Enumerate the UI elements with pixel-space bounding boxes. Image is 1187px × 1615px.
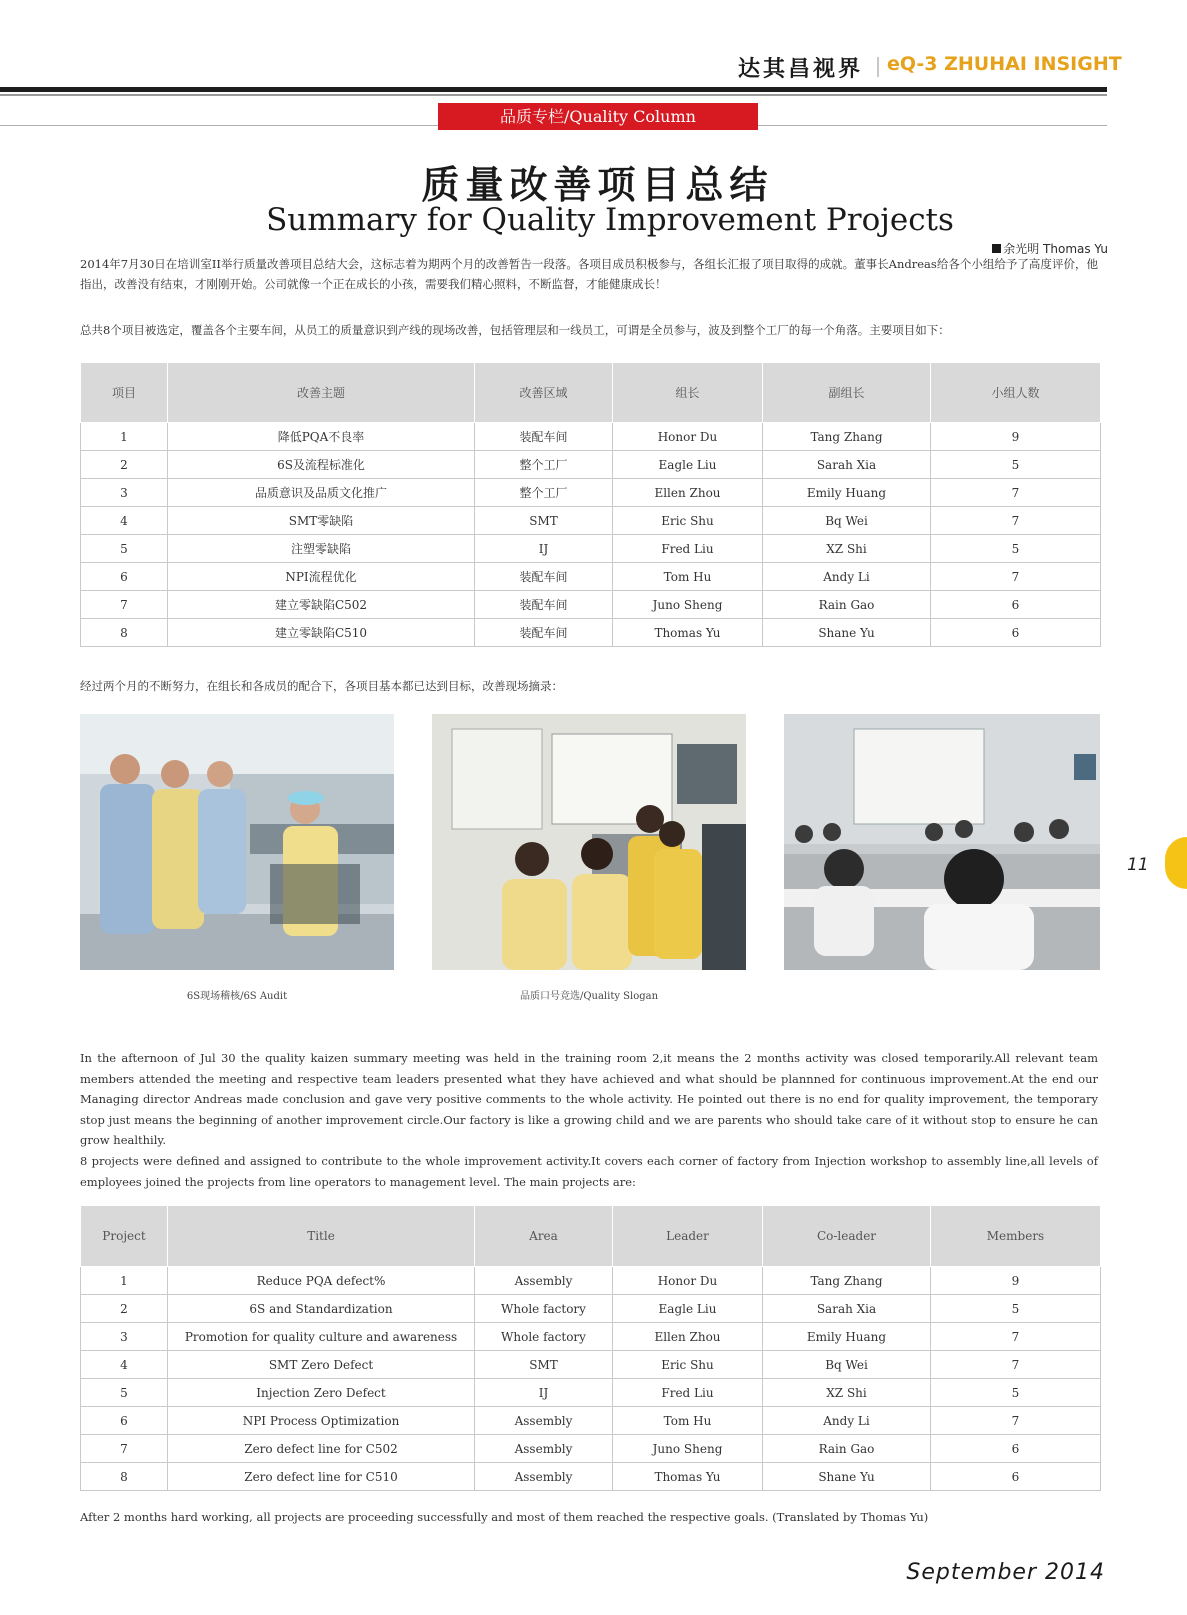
column-header: Members [931,1206,1101,1267]
column-header: Area [475,1206,613,1267]
column-header: 副组长 [763,363,931,423]
table-cell: Bq Wei [763,507,931,535]
table-row [81,619,1101,647]
table-cell: 6 [931,1435,1101,1463]
intro-paragraph-english: In the afternoon of Jul 30 the quality kaizen summary meeting was held in the training room 2,it means the 2 months activity was closed temporarily.All relevant team members attended the meeting and respective team leaders presented what they have achieved and what should be plannned for continuous improvement.At the end our Managing director Andreas made conclusion and gave very positive comments to the whole activity. He pointed out there is no end for quality improvement, the temporary stop just means the beginning of another improvement circle.Our factory is like a growing child and we are parents who should take care of it without stop to ensure he can grow healthily. [80,1051,1098,1147]
table-cell: Thomas Yu [613,619,763,647]
table-cell: NPI Process Optimization [168,1407,475,1435]
table-cell: 9 [931,423,1101,451]
table-row [81,1435,1101,1463]
table-cell: 5 [931,1295,1101,1323]
table-cell: SMT [475,1351,613,1379]
results-paragraph-english: After 2 months hard working, all projects are proceeding successfully and most of them reached the respective goals. (Translated by Thomas Yu) [80,1510,929,1524]
header-rule-thin [0,94,1107,96]
table-row [81,1407,1101,1435]
table-header-row [81,363,1101,423]
table-cell: Emily Huang [763,479,931,507]
table-cell: Tang Zhang [763,1267,931,1295]
table-cell: Fred Liu [613,1379,763,1407]
table-cell: 3 [81,1323,168,1351]
magazine-brand-english: eQ-3 ZHUHAI INSIGHT [887,53,1122,75]
table-cell: IJ [475,535,613,563]
photo-caption-quality-slogan: 品质口号竞选/Quality Slogan [519,991,659,1002]
table-cell: 整个工厂 [475,451,613,479]
table-cell: Juno Sheng [613,591,763,619]
table-cell: XZ Shi [763,1379,931,1407]
table-cell: Assembly [475,1463,613,1491]
page-tab-marker [1165,837,1187,889]
column-tag: 品质专栏/Quality Column [438,103,758,130]
table-cell: NPI流程优化 [168,563,475,591]
table-cell: 装配车间 [475,563,613,591]
table-cell: 1 [81,423,168,451]
table-cell: Andy Li [763,563,931,591]
table-row [81,1351,1101,1379]
page-number: 11 [1127,855,1149,875]
header-separator [877,57,879,77]
table-cell: Rain Gao [763,591,931,619]
table-cell: 8 [81,619,168,647]
issue-date: September 2014 [906,1560,1105,1585]
table-cell: 4 [81,1351,168,1379]
table-cell: Shane Yu [763,619,931,647]
table-cell: Ellen Zhou [613,1323,763,1351]
article-title-english: Summary for Quality Improvement Projects [266,202,954,238]
table-cell: 6 [931,619,1101,647]
table-cell: 7 [931,479,1101,507]
table-cell: 6 [81,1407,168,1435]
table-cell: 3 [81,479,168,507]
table-cell: 建立零缺陷C510 [168,619,475,647]
table-row [81,1463,1101,1491]
table-cell: Promotion for quality culture and awareness [168,1323,475,1351]
table-cell: Juno Sheng [613,1435,763,1463]
table-cell: IJ [475,1379,613,1407]
bullet-square-icon [992,244,1001,253]
table-row [81,1267,1101,1295]
article-title-chinese: 质量改善项目总结 [421,162,774,207]
table-cell: Whole factory [475,1323,613,1351]
table-cell: Ellen Zhou [613,479,763,507]
table-row [81,1323,1101,1351]
column-header: Title [168,1206,475,1267]
table-cell: 7 [931,1407,1101,1435]
table-cell: 装配车间 [475,619,613,647]
intro-paragraph-chinese: 2014年7月30日在培训室II举行质量改善项目总结大会，这标志着为期两个月的改善暂告一段落。各项目成员积极参与，各组长汇报了项目取得的成就。董事长Andreas给各个小组给予了高度评价，他指出，改善没有结束，才刚刚开始。公司就像一个正在成长的小孩，需要我们精心照料，不断监督，才能健康成长！ [80,257,1098,291]
table-cell: 1 [81,1267,168,1295]
table-cell: Zero defect line for C502 [168,1435,475,1463]
table-cell: 2 [81,1295,168,1323]
table-cell: 4 [81,507,168,535]
photo-quality-slogan [432,714,746,970]
table-cell: 6 [81,563,168,591]
table-cell: 6S and Standardization [168,1295,475,1323]
table-cell: Honor Du [613,423,763,451]
table-cell: Tang Zhang [763,423,931,451]
table-cell: SMT Zero Defect [168,1351,475,1379]
column-header: Project [81,1206,168,1267]
table-cell: 整个工厂 [475,479,613,507]
table-cell: Sarah Xia [763,1295,931,1323]
table-cell: 5 [81,1379,168,1407]
table-cell: Tom Hu [613,563,763,591]
table-cell: 7 [81,1435,168,1463]
table-cell: 注塑零缺陷 [168,535,475,563]
table-cell: 6 [931,1463,1101,1491]
table-cell: Thomas Yu [613,1463,763,1491]
table-cell: Andy Li [763,1407,931,1435]
table-cell: 7 [931,563,1101,591]
column-header: 组长 [613,363,763,423]
table-cell: 9 [931,1267,1101,1295]
table-cell: Eric Shu [613,507,763,535]
table-cell: Shane Yu [763,1463,931,1491]
results-paragraph-chinese: 经过两个月的不断努力，在组长和各成员的配合下，各项目基本都已达到目标，改善现场摘录： [80,679,563,693]
table-cell: 5 [81,535,168,563]
table-cell: Assembly [475,1435,613,1463]
table-cell: Eagle Liu [613,451,763,479]
table-row [81,563,1101,591]
table-cell: Bq Wei [763,1351,931,1379]
table-cell: 6 [931,591,1101,619]
projects-table-chinese [80,362,1101,647]
table-cell: Injection Zero Defect [168,1379,475,1407]
table-cell: Eagle Liu [613,1295,763,1323]
table-cell: 5 [931,1379,1101,1407]
photo-caption-6s-audit: 6S现场稽核/6S Audit [186,991,288,1002]
table-cell: Assembly [475,1267,613,1295]
table-row [81,451,1101,479]
table-cell: SMT零缺陷 [168,507,475,535]
table-cell: 2 [81,451,168,479]
table-cell: Emily Huang [763,1323,931,1351]
table-cell: SMT [475,507,613,535]
table-row [81,423,1101,451]
table-cell: XZ Shi [763,535,931,563]
table-cell: 7 [931,1323,1101,1351]
table-cell: 8 [81,1463,168,1491]
table-cell: Zero defect line for C510 [168,1463,475,1491]
table-cell: 5 [931,451,1101,479]
photo-training-room-meeting [784,714,1100,970]
author-name: 余光明 Thomas Yu [1003,242,1108,256]
magazine-brand-chinese: 达其昌视界 [738,56,864,82]
column-header: Leader [613,1206,763,1267]
table-cell: Rain Gao [763,1435,931,1463]
table-cell: Whole factory [475,1295,613,1323]
table-row [81,591,1101,619]
table-row [81,535,1101,563]
table-cell: 建立零缺陷C502 [168,591,475,619]
table-cell: 7 [81,591,168,619]
projects-paragraph-chinese: 总共8个项目被选定，覆盖各个主要车间，从员工的质量意识到产线的现场改善，包括管理层和一线员工，可谓是全员参与，波及到整个工厂的每一个角落。主要项目如下： [80,323,950,337]
table-cell: Honor Du [613,1267,763,1295]
column-header: 改善区域 [475,363,613,423]
table-cell: 降低PQA不良率 [168,423,475,451]
table-cell: 装配车间 [475,591,613,619]
table-row [81,479,1101,507]
column-header: 小组人数 [931,363,1101,423]
table-row [81,507,1101,535]
projects-table-english [80,1205,1101,1491]
table-cell: Fred Liu [613,535,763,563]
table-cell: 6S及流程标准化 [168,451,475,479]
table-header-row [81,1206,1101,1267]
column-header: 项目 [81,363,168,423]
table-cell: 装配车间 [475,423,613,451]
table-row [81,1295,1101,1323]
table-cell: Assembly [475,1407,613,1435]
photo-6s-audit [80,714,394,970]
table-cell: 5 [931,535,1101,563]
projects-paragraph-english: 8 projects were defined and assigned to contribute to the whole improvement activity.It covers each corner of factory from Injection workshop to assembly line,all levels of employees joined the projects from line operators to management level. The main projects are: [80,1154,1098,1189]
header-rule-thick [0,87,1107,92]
table-cell: Reduce PQA defect% [168,1267,475,1295]
table-cell: 品质意识及品质文化推广 [168,479,475,507]
column-header: Co-leader [763,1206,931,1267]
table-cell: Tom Hu [613,1407,763,1435]
table-cell: Eric Shu [613,1351,763,1379]
table-row [81,1379,1101,1407]
table-cell: 7 [931,507,1101,535]
table-cell: 7 [931,1351,1101,1379]
column-header: 改善主题 [168,363,475,423]
table-cell: Sarah Xia [763,451,931,479]
